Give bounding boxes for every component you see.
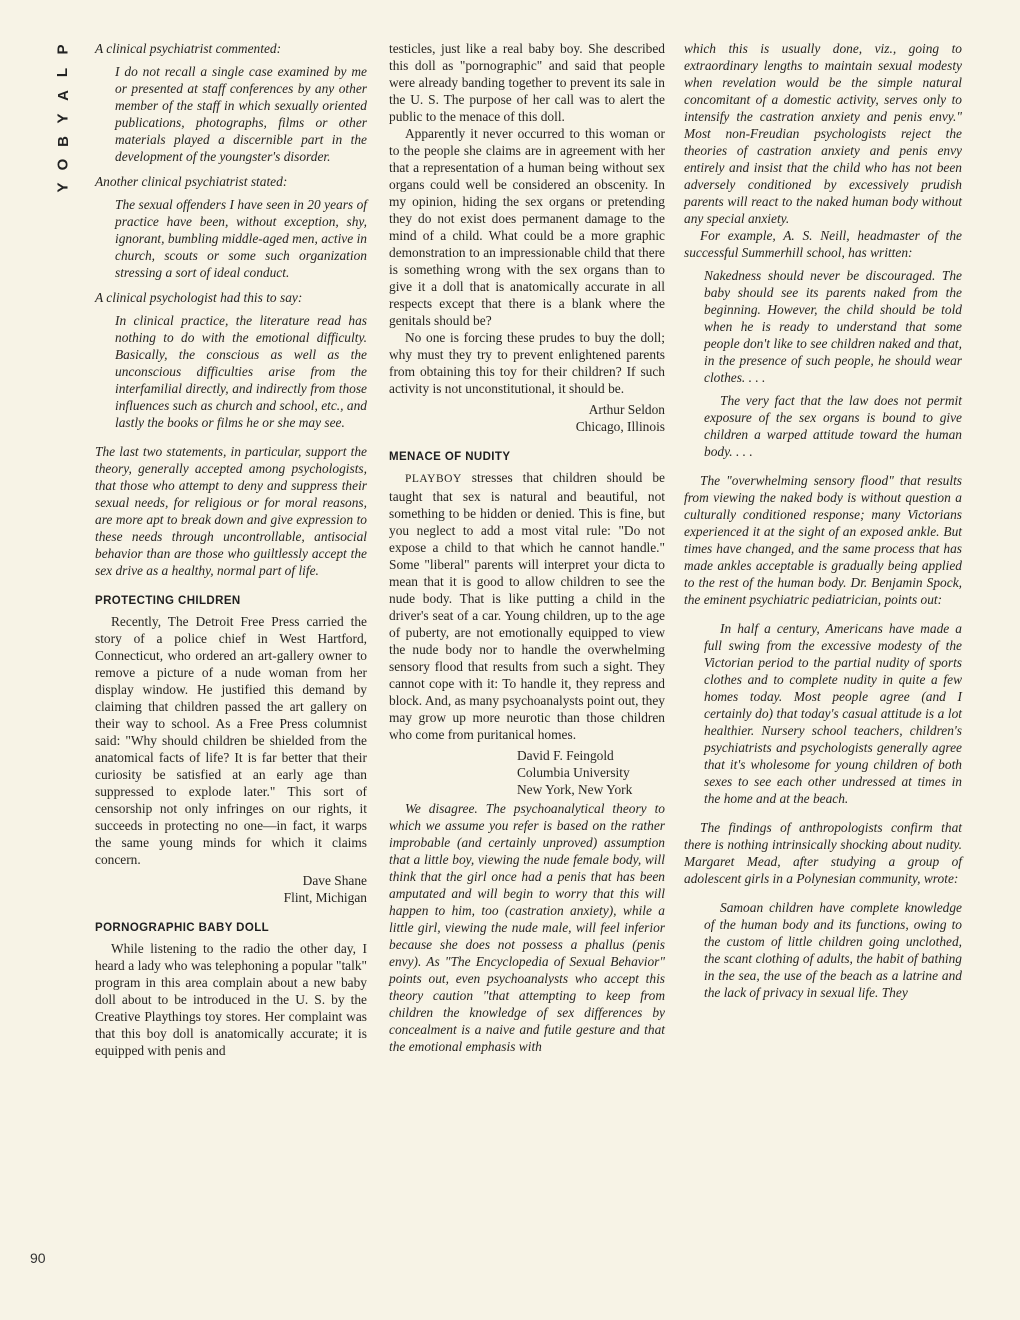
block-quote: Samoan children have complete knowledge of the human body and its functions, owing to the custom of little children going unclothed, the scant clothing of adults, the habit of bathing in the sea, the use of the beach as a latrine and the lack of privacy in sexual life. They [704, 900, 962, 1000]
signature-place: New York, New York [517, 782, 633, 797]
column-1 [95, 40, 367, 1059]
block-quote: The very fact that the law does not permit exposure of the sex organs is bound to give children a warped attitude toward the human body. . . . [704, 393, 962, 459]
block-quote: Nakedness should never be discouraged. The baby should see its parents naked from the beginning. However, the child should be told when he is ready to understand that some people don't like to see children naked and that, in the presence of such people, he should wear clothes. . . . [704, 268, 962, 385]
signature-place: Chicago, Illinois [575, 419, 665, 434]
signature-name: Arthur Seldon [588, 402, 665, 417]
letter-paragraph: Recently, The Detroit Free Press carried the story of a police chief in West Hartford, Connecticut, who ordered an art-gallery owner to remove a picture of a nude woman from her display window. He justified this demand by claiming that children passed the art gallery on their way to school. As a Free Press columnist said: "Why should children be shielded from the anatomical facts of life? It is far better that their curiosity be satisfied at an early age than suppressed to explode later." This sort of censorship not only infringes on our rights, it succeeds in protecting no one—in fact, it warps the same young minds for which it claims concern. [95, 614, 367, 867]
section-heading: PORNOGRAPHIC BABY DOLL [95, 922, 270, 934]
brand-letter: P [54, 44, 72, 55]
brand-letter: Y [54, 113, 72, 124]
magazine-name: PLAYBOY [405, 473, 462, 485]
editorial-reply: The findings of anthropologists confirm that there is nothing intrinsically shocking about nudity. Margaret Mead, after studying a group of adolescent girls in a Polynesian community, wrote: [684, 820, 962, 886]
intro-line: A clinical psychologist had this to say: [95, 290, 303, 305]
block-quote: I do not recall a single case examined by me or presented at staff conferences by any other member of the staff in which sexually oriented publications, photographs, films or other materials played a discernible part in the development of the youngster's disorder. [115, 64, 367, 164]
side-brand-logo [52, 40, 76, 197]
editorial-reply: We disagree. The psychoanalytical theory to which we assume you refer is based on the rather improbable (and certainly unproved) assumption that a little boy, viewing the nude female body, will think that the girl once had a penis that has been amputated and will begin to worry that this will happen to him, too (castration anxiety), while a little girl, viewing the nude male, will feel inferior because she does not possess a phallus (penis envy). As "The Encyclopedia of Sexual Behavior" points out, even psychoanalysts who accept this theory caution "that attempting to keep from children the knowledge of sex differences by concealment is a naive and futile gesture and that the emotional emphasis with [389, 801, 665, 1054]
section-heading: PROTECTING CHILDREN [95, 595, 241, 607]
column-2 [389, 40, 665, 1055]
letter-paragraph: While listening to the radio the other day, I heard a lady who was telephoning a popular "talk" program in this area complain about a new baby doll about to be introduced in the U. S. by the Creative Playthings toy stores. Her complaint was that this boy doll is anatomically accurate; it is equipped with penis and [95, 941, 367, 1058]
signature-org: Columbia University [517, 765, 630, 780]
signature-name: David F. Feingold [517, 748, 614, 763]
letter-paragraph: testicles, just like a real baby boy. She described this doll as "pornographic" and said that people were already banding together to prevent its sale in the U. S. The purpose of her call was to alert the public to the menace of this doll. [389, 41, 665, 124]
intro-line: A clinical psychiatrist commented: [95, 41, 282, 56]
editorial-paragraph: The last two statements, in particular, support the theory, generally accepted among psychologists, that those who attempt to deny and suppress their sexual needs, for religious or for moral reasons, are more apt to break down and give expression to these needs through uncontrollable, antisocial behavior than are those who guiltlessly accept the sex drive as a healthy, normal part of life. [95, 444, 367, 578]
signature-place: Flint, Michigan [283, 890, 367, 905]
editorial-reply: which this is usually done, viz., going to extraordinary lengths to maintain sexual modesty when revelation would be the simple natural concomitant of a domestic activity, serves only to intensify the castration anxiety and penis envy." Most non-Freudian psychologists reject the theories of castration anxiety and penis envy entirely and insist that the child who has not been adversely conditioned by excessively prudish parents will react to the naked human body without any special anxiety. [684, 41, 962, 226]
letter-signature [95, 872, 367, 906]
letter-signature [389, 401, 665, 435]
brand-letter: L [54, 67, 72, 78]
brand-letter: Y [54, 182, 72, 193]
signature-name: Dave Shane [302, 873, 367, 888]
letter-paragraph: Apparently it never occurred to this woman or to the people she claims are in agreement with her that a representation of a human being without sex organs could well be considered an obscenity. In my opinion, hiding the sex organs or pretending they do not exist does permanent damage to the mind of a child. What could be a more graphic demonstration to an impressionable child that there is something wrong with the sex organs than to give it a doll that is anatomically accurate in all respects except that there is a blank where the genitals should be? [389, 126, 665, 328]
letter-paragraph [389, 469, 665, 743]
editorial-reply: For example, A. S. Neill, headmaster of the successful Summerhill school, has written: [684, 228, 962, 260]
block-quote: In half a century, Americans have made a full swing from the excessive modesty of the Victorian period to the partial nudity of sports clothes and to complete nudity in quite a few homes today. Most people agree (and I certainly do) that today's casual attitude is a lot healthier. Nursery school teachers, children's psychiatrists and psychologists generally agree that it's wholesome for young children of both sexes to see each other undressed at times in the home and at the beach. [704, 621, 962, 806]
block-quote: The sexual offenders I have seen in 20 years of practice have been, without exception, shy, ignorant, bumbling middle-aged men, active in church, scouts or some such organization stressing a sort of ideal conduct. [115, 197, 367, 280]
brand-letter: B [54, 136, 72, 147]
block-quote: In clinical practice, the literature read has nothing to do with the emotional difficulty. Basically, the conscious as well as the unconscious difficulties arise from the interfamilial directly, and indirectly from those influences such as church and school, etc., and lastly the books or films he or she may see. [115, 313, 367, 430]
section-heading: MENACE OF NUDITY [389, 451, 511, 463]
brand-letter: O [54, 158, 72, 171]
brand-letter: A [54, 90, 72, 101]
letter-text: stresses that children should be taught that sex is natural and beautiful, not something to be hidden or denied. This is fine, but you neglect to add a most vital rule: "Do not expose a child to that which he cannot handle." Some "liberal" parents will interpret your dicta to mean that it is good to allow children to see the nude body. That is like putting a child in the driver's seat of a car. Young children, up to the age of puberty, are not emotionally equipped to view the nude body nor to handle the overwhelming sensory flood that results from such a sight. They cannot cope with it: To handle it, they repress and block. And, as many psychoanalysts point out, they may grow up more neurotic than those children who come from puritanical homes. [389, 470, 665, 742]
letter-signature [517, 747, 665, 798]
column-3 [684, 40, 962, 1007]
letter-paragraph: No one is forcing these prudes to buy the doll; why must they try to prevent enlightened parents from obtaining this toy for their children? If such activity is not unconstitutional, it should be. [389, 330, 665, 396]
intro-line: Another clinical psychiatrist stated: [95, 174, 288, 189]
page-number: 90 [30, 1250, 46, 1266]
editorial-reply: The "overwhelming sensory flood" that results from viewing the naked body is without question a culturally conditioned response; many Victorians experienced it at the sight of an exposed ankle. But times have changed, and the same process that has made ankles acceptable is gradually being applied to the rest of the human body. Dr. Benjamin Spock, the eminent psychiatric pediatrician, points out: [684, 473, 962, 607]
